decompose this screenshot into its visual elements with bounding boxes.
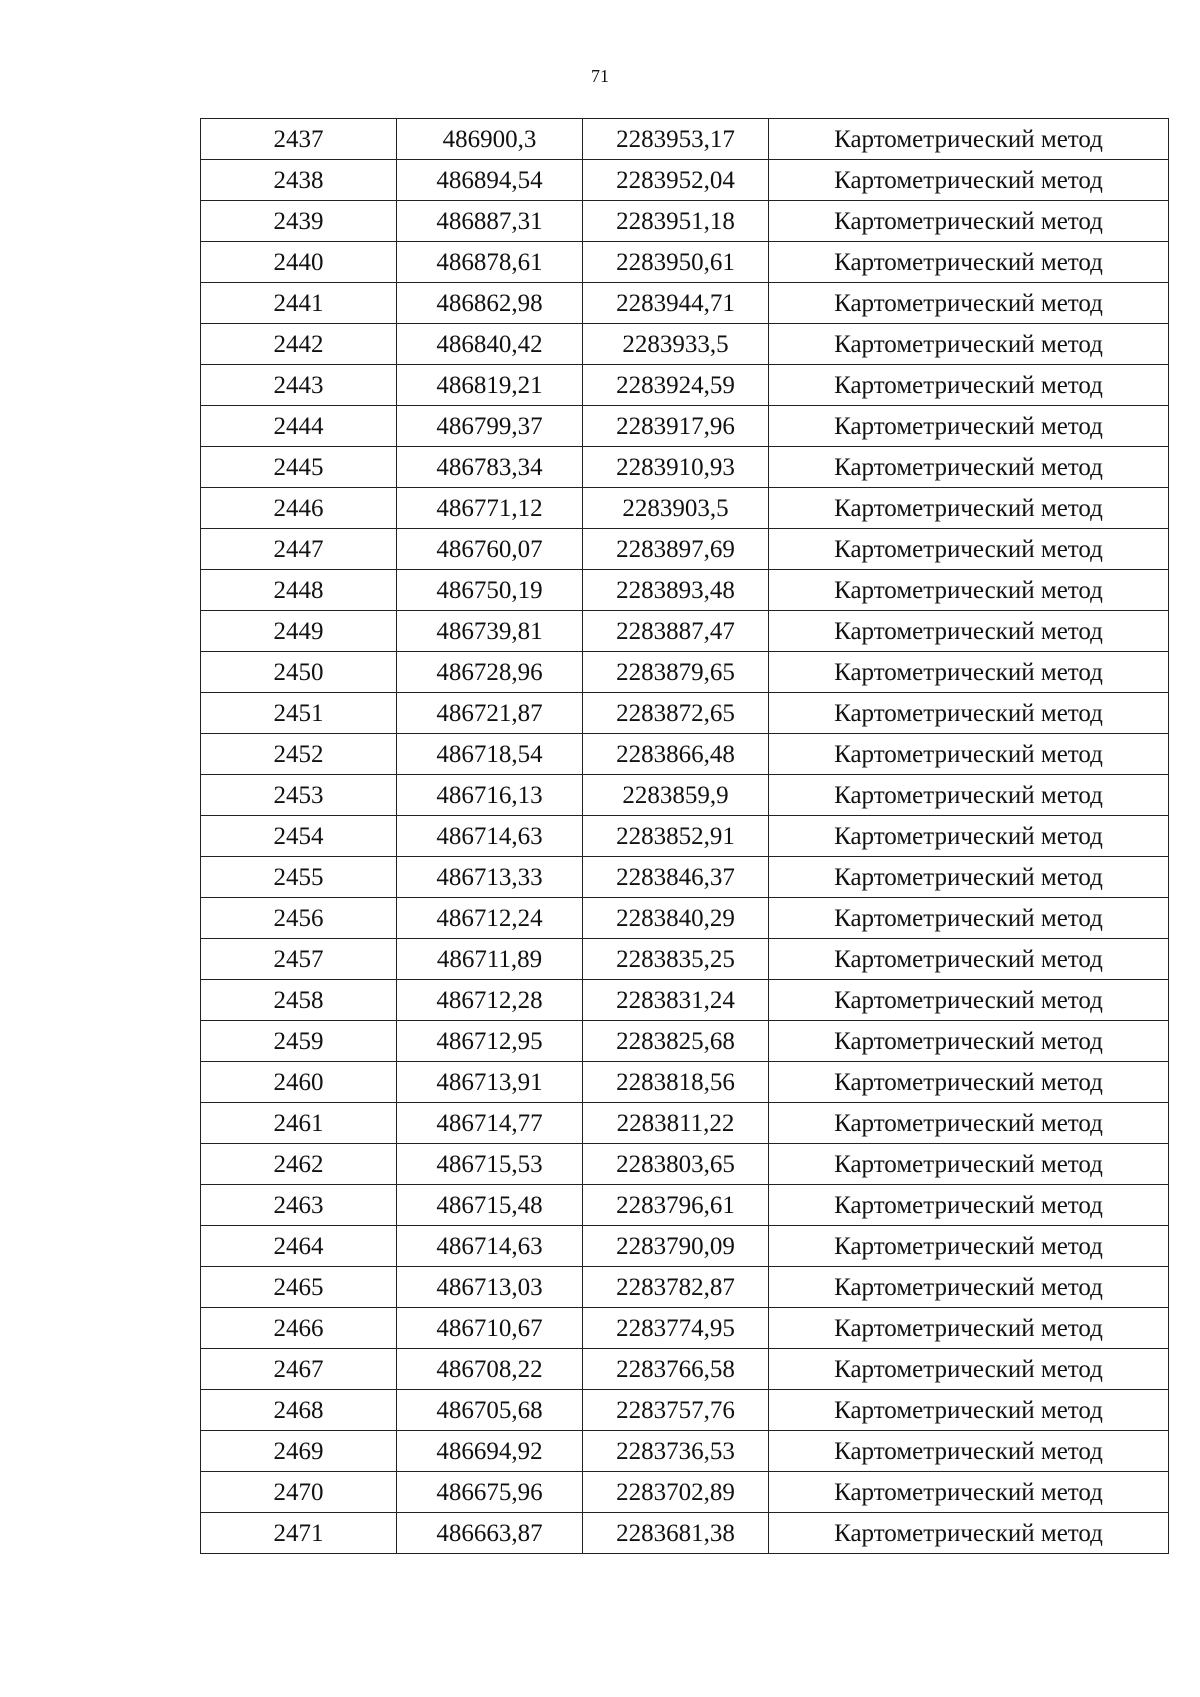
y-coordinate-cell: 2283951,18 (583, 201, 769, 242)
method-cell: Картометрический метод (769, 447, 1169, 488)
table-row (201, 406, 1169, 447)
y-coordinate-cell: 2283952,04 (583, 160, 769, 201)
coordinates-table (200, 118, 1169, 1554)
x-coordinate-cell: 486708,22 (397, 1349, 583, 1390)
x-coordinate-cell: 486711,89 (397, 939, 583, 980)
x-coordinate-cell: 486771,12 (397, 488, 583, 529)
method-cell: Картометрический метод (769, 488, 1169, 529)
point-number-cell: 2450 (201, 652, 397, 693)
method-cell: Картометрический метод (769, 201, 1169, 242)
point-number-cell: 2459 (201, 1021, 397, 1062)
method-cell: Картометрический метод (769, 1308, 1169, 1349)
point-number-cell: 2447 (201, 529, 397, 570)
y-coordinate-cell: 2283782,87 (583, 1267, 769, 1308)
y-coordinate-cell: 2283840,29 (583, 898, 769, 939)
x-coordinate-cell: 486712,24 (397, 898, 583, 939)
x-coordinate-cell: 486712,28 (397, 980, 583, 1021)
table-row (201, 529, 1169, 570)
table-row (201, 693, 1169, 734)
x-coordinate-cell: 486900,3 (397, 119, 583, 160)
y-coordinate-cell: 2283903,5 (583, 488, 769, 529)
point-number-cell: 2463 (201, 1185, 397, 1226)
x-coordinate-cell: 486694,92 (397, 1431, 583, 1472)
table-row (201, 1308, 1169, 1349)
method-cell: Картометрический метод (769, 283, 1169, 324)
y-coordinate-cell: 2283790,09 (583, 1226, 769, 1267)
table-row (201, 1431, 1169, 1472)
method-cell: Картометрический метод (769, 898, 1169, 939)
point-number-cell: 2455 (201, 857, 397, 898)
method-cell: Картометрический метод (769, 1390, 1169, 1431)
point-number-cell: 2470 (201, 1472, 397, 1513)
coordinates-table-body (201, 119, 1169, 1554)
method-cell: Картометрический метод (769, 1103, 1169, 1144)
y-coordinate-cell: 2283933,5 (583, 324, 769, 365)
y-coordinate-cell: 2283950,61 (583, 242, 769, 283)
method-cell: Картометрический метод (769, 857, 1169, 898)
x-coordinate-cell: 486718,54 (397, 734, 583, 775)
method-cell: Картометрический метод (769, 775, 1169, 816)
point-number-cell: 2444 (201, 406, 397, 447)
table-row (201, 119, 1169, 160)
x-coordinate-cell: 486721,87 (397, 693, 583, 734)
table-row (201, 980, 1169, 1021)
table-row (201, 365, 1169, 406)
x-coordinate-cell: 486710,67 (397, 1308, 583, 1349)
method-cell: Картометрический метод (769, 1021, 1169, 1062)
point-number-cell: 2469 (201, 1431, 397, 1472)
x-coordinate-cell: 486894,54 (397, 160, 583, 201)
point-number-cell: 2437 (201, 119, 397, 160)
method-cell: Картометрический метод (769, 693, 1169, 734)
y-coordinate-cell: 2283846,37 (583, 857, 769, 898)
y-coordinate-cell: 2283757,76 (583, 1390, 769, 1431)
table-row (201, 611, 1169, 652)
method-cell: Картометрический метод (769, 529, 1169, 570)
point-number-cell: 2461 (201, 1103, 397, 1144)
method-cell: Картометрический метод (769, 242, 1169, 283)
method-cell: Картометрический метод (769, 365, 1169, 406)
y-coordinate-cell: 2283879,65 (583, 652, 769, 693)
y-coordinate-cell: 2283944,71 (583, 283, 769, 324)
x-coordinate-cell: 486840,42 (397, 324, 583, 365)
y-coordinate-cell: 2283818,56 (583, 1062, 769, 1103)
method-cell: Картометрический метод (769, 1226, 1169, 1267)
table-row (201, 488, 1169, 529)
table-row (201, 734, 1169, 775)
x-coordinate-cell: 486714,63 (397, 1226, 583, 1267)
point-number-cell: 2443 (201, 365, 397, 406)
method-cell: Картометрический метод (769, 1349, 1169, 1390)
x-coordinate-cell: 486713,33 (397, 857, 583, 898)
method-cell: Картометрический метод (769, 1185, 1169, 1226)
point-number-cell: 2438 (201, 160, 397, 201)
y-coordinate-cell: 2283924,59 (583, 365, 769, 406)
method-cell: Картометрический метод (769, 652, 1169, 693)
point-number-cell: 2449 (201, 611, 397, 652)
method-cell: Картометрический метод (769, 119, 1169, 160)
table-row (201, 160, 1169, 201)
page-number: 71 (591, 66, 609, 86)
point-number-cell: 2451 (201, 693, 397, 734)
method-cell: Картометрический метод (769, 1513, 1169, 1554)
y-coordinate-cell: 2283852,91 (583, 816, 769, 857)
table-row (201, 283, 1169, 324)
method-cell: Картометрический метод (769, 1431, 1169, 1472)
point-number-cell: 2460 (201, 1062, 397, 1103)
y-coordinate-cell: 2283893,48 (583, 570, 769, 611)
y-coordinate-cell: 2283831,24 (583, 980, 769, 1021)
y-coordinate-cell: 2283681,38 (583, 1513, 769, 1554)
point-number-cell: 2439 (201, 201, 397, 242)
table-row (201, 324, 1169, 365)
method-cell: Картометрический метод (769, 1267, 1169, 1308)
method-cell: Картометрический метод (769, 816, 1169, 857)
x-coordinate-cell: 486819,21 (397, 365, 583, 406)
table-row (201, 242, 1169, 283)
point-number-cell: 2441 (201, 283, 397, 324)
x-coordinate-cell: 486705,68 (397, 1390, 583, 1431)
x-coordinate-cell: 486878,61 (397, 242, 583, 283)
x-coordinate-cell: 486750,19 (397, 570, 583, 611)
table-row (201, 775, 1169, 816)
x-coordinate-cell: 486862,98 (397, 283, 583, 324)
x-coordinate-cell: 486715,53 (397, 1144, 583, 1185)
y-coordinate-cell: 2283736,53 (583, 1431, 769, 1472)
y-coordinate-cell: 2283702,89 (583, 1472, 769, 1513)
x-coordinate-cell: 486739,81 (397, 611, 583, 652)
method-cell: Картометрический метод (769, 324, 1169, 365)
table-row (201, 1267, 1169, 1308)
method-cell: Картометрический метод (769, 980, 1169, 1021)
x-coordinate-cell: 486713,03 (397, 1267, 583, 1308)
y-coordinate-cell: 2283796,61 (583, 1185, 769, 1226)
y-coordinate-cell: 2283917,96 (583, 406, 769, 447)
y-coordinate-cell: 2283835,25 (583, 939, 769, 980)
table-row (201, 857, 1169, 898)
table-row (201, 1103, 1169, 1144)
y-coordinate-cell: 2283811,22 (583, 1103, 769, 1144)
point-number-cell: 2448 (201, 570, 397, 611)
method-cell: Картометрический метод (769, 1472, 1169, 1513)
table-row (201, 1144, 1169, 1185)
x-coordinate-cell: 486728,96 (397, 652, 583, 693)
x-coordinate-cell: 486799,37 (397, 406, 583, 447)
table-row (201, 447, 1169, 488)
y-coordinate-cell: 2283866,48 (583, 734, 769, 775)
point-number-cell: 2452 (201, 734, 397, 775)
table-row (201, 1472, 1169, 1513)
point-number-cell: 2462 (201, 1144, 397, 1185)
x-coordinate-cell: 486712,95 (397, 1021, 583, 1062)
y-coordinate-cell: 2283872,65 (583, 693, 769, 734)
table-row (201, 201, 1169, 242)
point-number-cell: 2467 (201, 1349, 397, 1390)
method-cell: Картометрический метод (769, 570, 1169, 611)
table-row (201, 1185, 1169, 1226)
x-coordinate-cell: 486675,96 (397, 1472, 583, 1513)
point-number-cell: 2465 (201, 1267, 397, 1308)
point-number-cell: 2446 (201, 488, 397, 529)
table-row (201, 1349, 1169, 1390)
point-number-cell: 2468 (201, 1390, 397, 1431)
point-number-cell: 2466 (201, 1308, 397, 1349)
method-cell: Картометрический метод (769, 160, 1169, 201)
y-coordinate-cell: 2283910,93 (583, 447, 769, 488)
x-coordinate-cell: 486887,31 (397, 201, 583, 242)
x-coordinate-cell: 486714,77 (397, 1103, 583, 1144)
table-row (201, 1226, 1169, 1267)
point-number-cell: 2453 (201, 775, 397, 816)
method-cell: Картометрический метод (769, 939, 1169, 980)
point-number-cell: 2445 (201, 447, 397, 488)
table-row (201, 1062, 1169, 1103)
x-coordinate-cell: 486760,07 (397, 529, 583, 570)
method-cell: Картометрический метод (769, 611, 1169, 652)
y-coordinate-cell: 2283859,9 (583, 775, 769, 816)
table-row (201, 1513, 1169, 1554)
y-coordinate-cell: 2283887,47 (583, 611, 769, 652)
method-cell: Картометрический метод (769, 1062, 1169, 1103)
x-coordinate-cell: 486663,87 (397, 1513, 583, 1554)
y-coordinate-cell: 2283766,58 (583, 1349, 769, 1390)
table-row (201, 898, 1169, 939)
x-coordinate-cell: 486716,13 (397, 775, 583, 816)
x-coordinate-cell: 486715,48 (397, 1185, 583, 1226)
x-coordinate-cell: 486714,63 (397, 816, 583, 857)
y-coordinate-cell: 2283803,65 (583, 1144, 769, 1185)
table-row (201, 570, 1169, 611)
y-coordinate-cell: 2283953,17 (583, 119, 769, 160)
method-cell: Картометрический метод (769, 1144, 1169, 1185)
point-number-cell: 2454 (201, 816, 397, 857)
point-number-cell: 2471 (201, 1513, 397, 1554)
method-cell: Картометрический метод (769, 406, 1169, 447)
point-number-cell: 2458 (201, 980, 397, 1021)
y-coordinate-cell: 2283774,95 (583, 1308, 769, 1349)
x-coordinate-cell: 486783,34 (397, 447, 583, 488)
y-coordinate-cell: 2283825,68 (583, 1021, 769, 1062)
x-coordinate-cell: 486713,91 (397, 1062, 583, 1103)
point-number-cell: 2440 (201, 242, 397, 283)
y-coordinate-cell: 2283897,69 (583, 529, 769, 570)
table-row (201, 939, 1169, 980)
point-number-cell: 2464 (201, 1226, 397, 1267)
table-row (201, 816, 1169, 857)
point-number-cell: 2457 (201, 939, 397, 980)
point-number-cell: 2442 (201, 324, 397, 365)
point-number-cell: 2456 (201, 898, 397, 939)
table-row (201, 652, 1169, 693)
table-row (201, 1390, 1169, 1431)
method-cell: Картометрический метод (769, 734, 1169, 775)
table-row (201, 1021, 1169, 1062)
